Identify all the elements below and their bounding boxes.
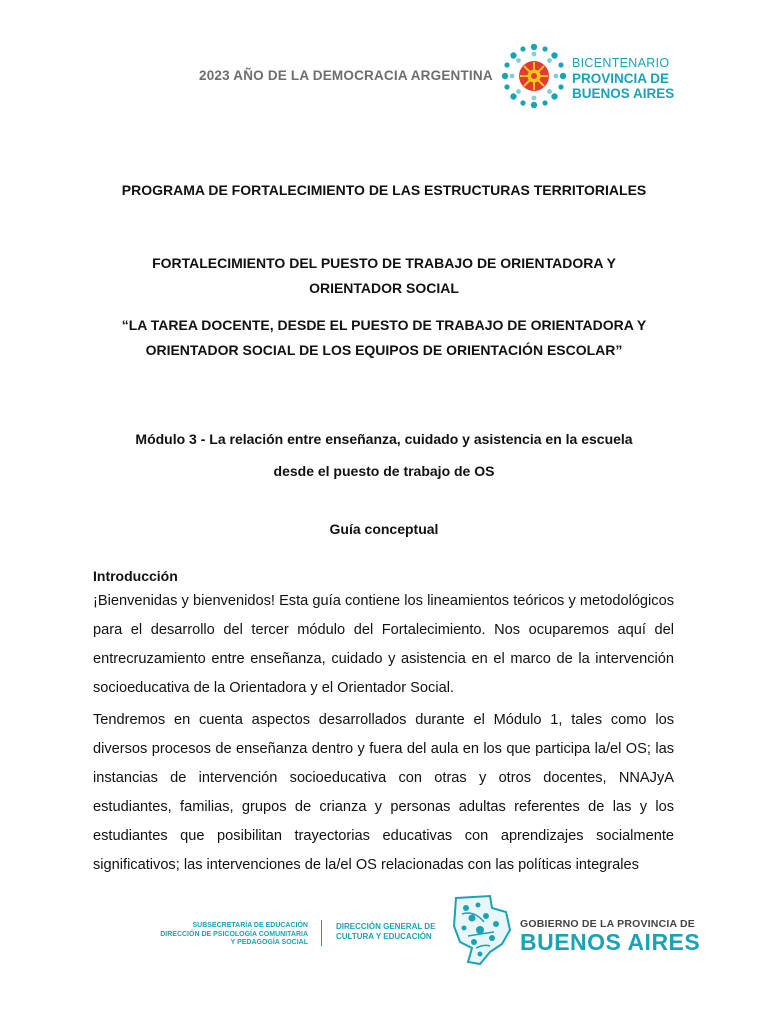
quote-title-line2: ORIENTADOR SOCIAL DE LOS EQUIPOS DE ORIENTACIÓN ESCOLAR”: [145, 342, 623, 358]
module-title: [60, 423, 708, 487]
bicentenario-line1: BICENTENARIO: [572, 56, 670, 70]
direccion-line1: DIRECCIÓN GENERAL DE: [336, 922, 436, 931]
fortalecimiento-title-line2: ORIENTADOR SOCIAL: [309, 280, 459, 296]
subsecretaria-block: [150, 922, 308, 948]
direccion-block: [336, 922, 435, 942]
guide-title: Guía conceptual: [329, 521, 439, 537]
direccion-line2: CULTURA Y EDUCACIÓN: [336, 932, 432, 941]
module-title-line1: Módulo 3 - La relación entre enseñanza, cuidado y asistencia en la escuela: [135, 431, 633, 447]
fortalecimiento-title-line1: FORTALECIMIENTO DEL PUESTO DE TRABAJO DE ORIENTADORA Y: [152, 255, 616, 271]
paragraph: ¡Bienvenidas y bienvenidos! Esta guía contiene los lineamientos teóricos y metodológicos para el desarrollo del tercer módulo del Fortalecimiento. Nos ocuparemos aquí del entrecruzamiento entre enseñanza, cuidado y asistencia en el marco de la intervención socioeducativa de la Orientadora y el Orientador Social.: [93, 593, 674, 696]
quote-title-line1: “LA TAREA DOCENTE, DESDE EL PUESTO DE TRABAJO DE ORIENTADORA Y: [121, 317, 647, 333]
bicentenario-sun-logo-icon: [500, 42, 568, 110]
page-header: [0, 42, 768, 112]
header-slogan: 2023 AÑO DE LA DEMOCRACIA ARGENTINA: [199, 68, 493, 83]
province-map-logo-icon: [450, 892, 516, 968]
gobierno-line2: BUENOS AIRES: [520, 929, 701, 955]
subsecretaria-line1: SUBSECRETARÍA DE EDUCACIÓN: [192, 922, 308, 929]
paragraph: Tendremos en cuenta aspectos desarrollados durante el Módulo 1, tales como los diversos procesos de enseñanza dentro y fuera del aula en los que participa la/el OS; las instancias de intervención socioeducativa con otras y otros docentes, NNAJyA estudiantes, familias, grupos de crianza y personas adultas referentes de las y los estudiantes que posibilitan trayectorias educativas con aprendizajes socialmente significativos; las intervenciones de la/el OS relacionadas con las políticas integrales: [93, 712, 674, 873]
gobierno-wordmark: [520, 918, 700, 954]
bicentenario-wordmark: [572, 56, 674, 101]
footer-divider: [321, 920, 322, 946]
quote-title: [60, 313, 708, 363]
gobierno-line1: GOBIERNO DE LA PROVINCIA DE: [520, 918, 695, 930]
subsecretaria-line3: Y PEDAGOGÍA SOCIAL: [230, 939, 308, 946]
subsecretaria-line2: DIRECCIÓN DE PSICOLOGÍA COMUNITARIA: [160, 930, 308, 938]
fortalecimiento-title: [60, 251, 708, 301]
intro-heading: Introducción: [93, 568, 178, 584]
bicentenario-line3: BUENOS AIRES: [572, 86, 675, 101]
bicentenario-line2: PROVINCIA DE: [572, 71, 670, 86]
body-text: [93, 587, 674, 883]
program-title: PROGRAMA DE FORTALECIMIENTO DE LAS ESTRUCTURAS TERRITORIALES: [121, 182, 647, 198]
page-footer: [0, 892, 768, 970]
module-title-line2: desde el puesto de trabajo de OS: [273, 463, 495, 479]
